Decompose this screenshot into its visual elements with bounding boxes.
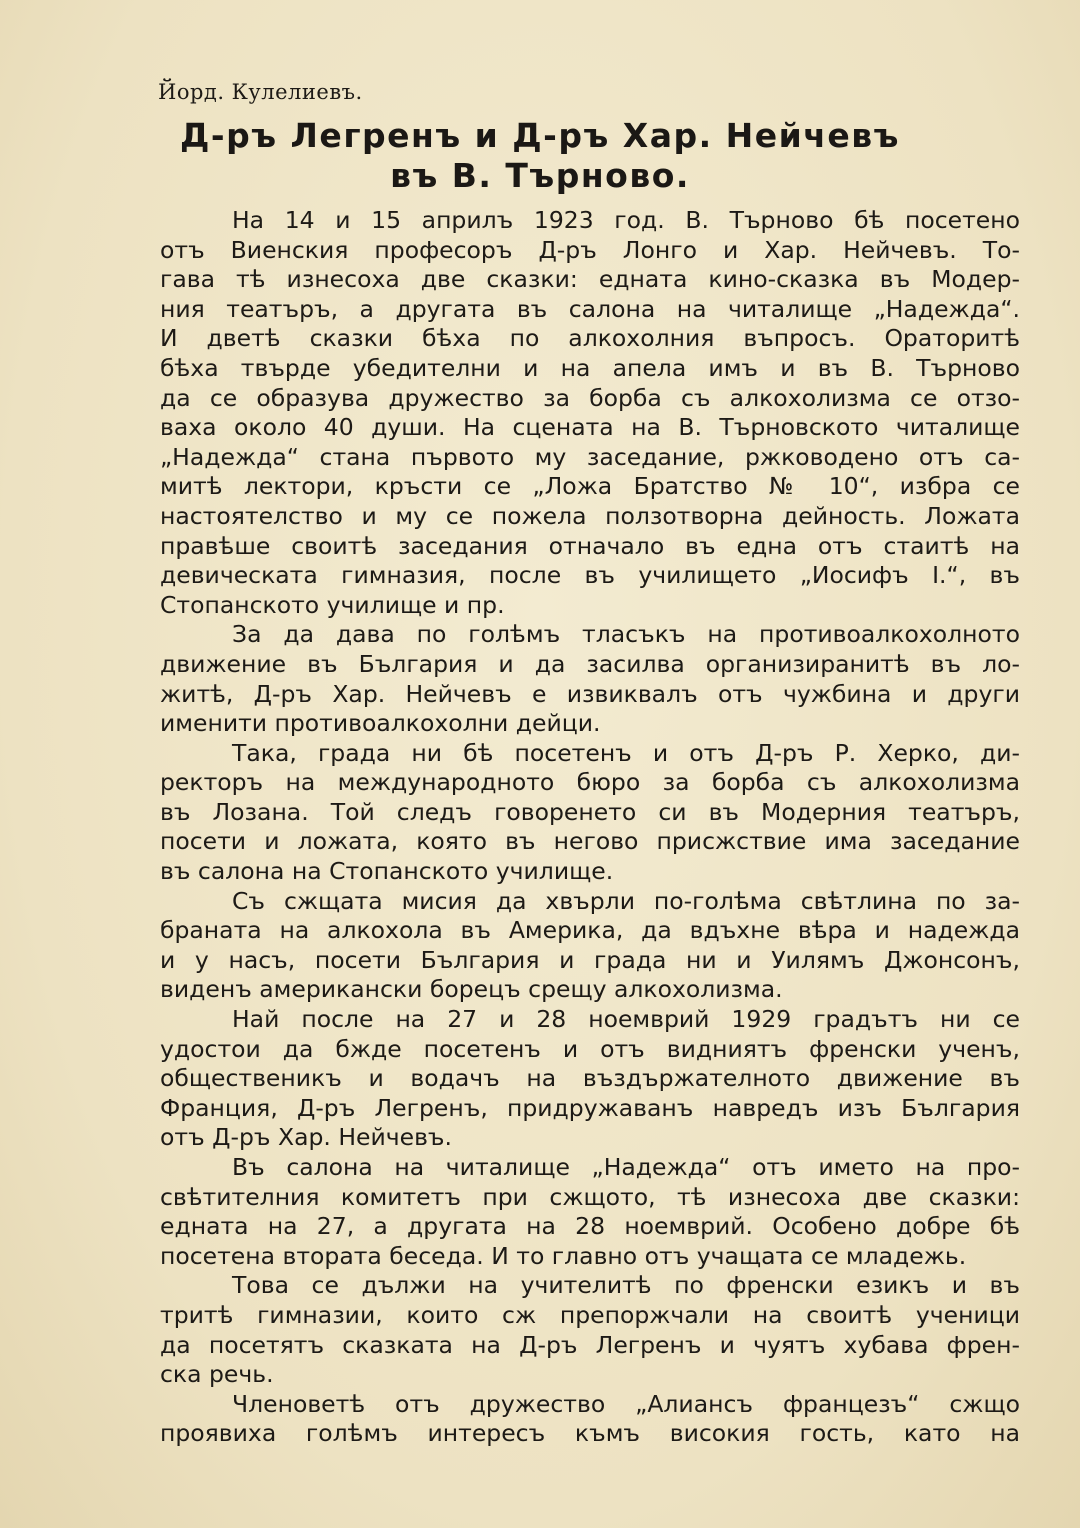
text-line: Стопанското училище и пр. <box>160 590 505 619</box>
text-line: именити противоалкохолни дейци. <box>160 709 601 738</box>
text-line: удостои да бжде посетенъ и отъ видниятъ френски ученъ, <box>160 1034 1020 1063</box>
text-line: На 14 и 15 априлъ 1923 год. В. Търново бѣ посетено <box>232 206 1020 234</box>
text-line: За да дава по голѣмъ тласъкъ на противоалкохолното <box>232 620 1020 649</box>
text-line: бѣха твърде убедителни и на апела имъ и въ В. Търново <box>160 353 1020 382</box>
title-line-2: въ В. Търново. <box>390 156 690 195</box>
text-line: отъ Д-ръ Хар. Нейчевъ. <box>160 1123 452 1152</box>
text-line: движение въ България и да засилва организиранитѣ въ ло- <box>160 649 1020 678</box>
text-line: девическата гимназия, после въ училището „Иосифъ I.“, въ <box>160 561 1020 590</box>
text-line: браната на алкохола въ Америка, да вдъхне вѣра и надежда <box>160 916 1020 945</box>
text-line: Франция, Д-ръ Легренъ, придружаванъ навредъ изъ България <box>160 1093 1020 1122</box>
text-line: Членоветѣ отъ дружество „Алиансъ францезъ“ сжщо <box>232 1389 1020 1418</box>
text-line: тритѣ гимназии, които сж препоржчали на своитѣ ученици <box>160 1300 1020 1329</box>
title-line-1: Д-ръ Легренъ и Д-ръ Хар. Нейчевъ <box>180 116 900 155</box>
text-line: ска речь. <box>160 1360 274 1389</box>
text-line: И дветѣ сказки бѣха по алкохолния въпросъ. Ораторитѣ <box>160 324 1020 353</box>
text-line: Най после на 27 и 28 ноемврий 1929 градътъ ни се <box>232 1005 1020 1034</box>
text-line: гава тѣ изнесоха две сказки: едната кино-сказка въ Модер- <box>160 265 1020 294</box>
text-line: отъ Виенския професоръ Д-ръ Лонго и Хар. Нейчевъ. То- <box>160 235 1020 264</box>
text-line: проявиха голѣмъ интересъ къмъ високия гость, като на <box>160 1419 1020 1448</box>
text-line: правѣше своитѣ заседания отначало въ една отъ стаитѣ на <box>160 531 1020 560</box>
text-line: ваха около 40 души. На сцената на В. Търновското читалище <box>160 413 1020 442</box>
text-line: и у насъ, посети България и града ни и Уилямъ Джонсонъ, <box>160 945 1020 974</box>
text-line: посети и ложата, която въ негово присжствие има заседание <box>160 827 1020 856</box>
text-line: ректоръ на международното бюро за борба съ алкохолизма <box>160 768 1020 797</box>
text-line: Въ салона на читалище „Надежда“ отъ името на про- <box>232 1153 1020 1181</box>
text-line: посетена втората беседа. И то главно отъ учащата се младежь. <box>160 1241 967 1270</box>
text-line: „Надежда“ стана първото му заседание, ржководено отъ са- <box>160 442 1020 471</box>
text-line: настоятелство и му се пожела ползотворна дейность. Ложата <box>160 501 1020 530</box>
text-line: да се образува дружество за борба съ алкохолизма се отзо- <box>160 383 1020 412</box>
text-line: Така, града ни бѣ посетенъ и отъ Д-ръ Р. Херко, ди- <box>232 738 1020 767</box>
text-line: въ Лозана. Той следъ говоренето си въ Модерния театъръ, <box>160 797 1020 826</box>
author-name: Йорд. Кулелиевъ. <box>158 80 363 104</box>
article-title <box>120 116 960 196</box>
text-line: свѣтителния комитетъ при сжщото, тѣ изнесоха две сказки: <box>160 1182 1020 1211</box>
text-line: общественикъ и водачъ на въздържателното движение въ <box>160 1064 1020 1093</box>
text-line: виденъ американски борецъ срещу алкохолизма. <box>160 975 783 1004</box>
text-line: въ салона на Стопанското училище. <box>160 857 614 886</box>
text-line: Това се дължи на учителитѣ по френски езикъ и въ <box>232 1271 1020 1300</box>
text-line: едната на 27, а другата на 28 ноемврий. Особено добре бѣ <box>160 1212 1020 1241</box>
text-line: Съ сжщата мисия да хвърли по-голѣма свѣтлина по за- <box>232 886 1020 915</box>
article-body <box>160 206 1020 1449</box>
text-line: житѣ, Д-ръ Хар. Нейчевъ е извиквалъ отъ чужбина и други <box>160 679 1020 708</box>
text-line: да посетятъ сказката на Д-ръ Легренъ и чуятъ хубава френ- <box>160 1330 1020 1359</box>
text-line: ния театъръ, а другата въ салона на читалище „Надежда“. <box>160 294 1020 323</box>
text-line: митѣ лектори, кръсти се „Ложа Братство № 10“, избра се <box>160 472 1020 501</box>
